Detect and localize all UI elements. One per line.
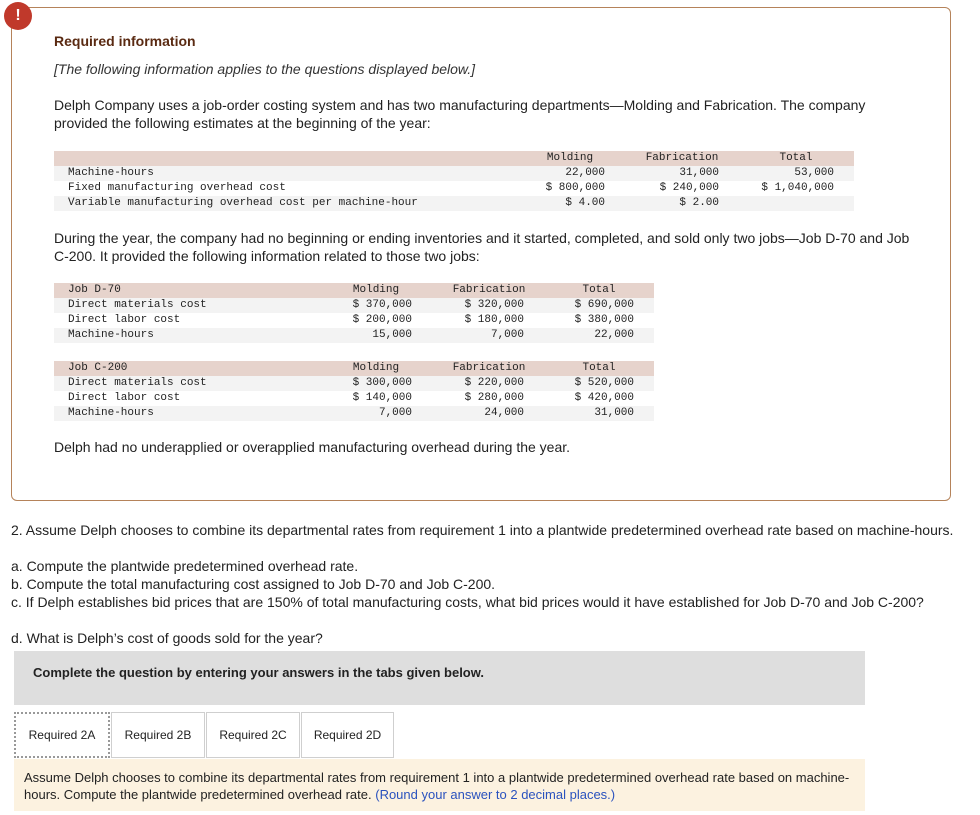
job-d70-cell: $ 180,000: [464, 314, 524, 326]
job-c200-row-label: Machine-hours: [68, 407, 154, 419]
job-c200-header-molding: Molding: [352, 362, 400, 374]
job-d70-cell: $ 370,000: [352, 299, 412, 311]
job-c200-cell: 31,000: [594, 407, 634, 419]
estimates-row-label: Fixed manufacturing overhead cost: [68, 182, 286, 194]
estimates-cell: 22,000: [565, 167, 605, 179]
estimates-row-label: Machine-hours: [68, 167, 154, 179]
question-d: d. What is Delph’s cost of goods sold for the year?: [11, 630, 323, 646]
job-d70-table: [54, 283, 654, 343]
job-c200-header-total: Total: [582, 362, 616, 374]
rounding-hint: (Round your answer to 2 decimal places.): [375, 787, 616, 802]
estimates-row-label: Variable manufacturing overhead cost per machine-hour: [68, 197, 418, 209]
job-c200-cell: 24,000: [484, 407, 524, 419]
job-d70-cell: $ 200,000: [352, 314, 412, 326]
job-c200-row-label: Direct materials cost: [68, 377, 207, 389]
job-d70-row-label: Direct materials cost: [68, 299, 207, 311]
job-c200-cell: $ 280,000: [464, 392, 524, 404]
instruction-text: Complete the question by entering your answers in the tabs given below.: [33, 665, 484, 680]
answer-panel: [14, 759, 865, 811]
estimates-cell: $ 800,000: [545, 182, 605, 194]
estimates-header-total: Total: [779, 152, 813, 164]
job-c200-header-fabrication: Fabrication: [452, 362, 526, 374]
question-a: a. Compute the plantwide predetermined overhead rate.: [11, 558, 359, 574]
estimates-header-molding: Molding: [546, 152, 594, 164]
answer-instructions: [24, 769, 854, 803]
question-c: c. If Delph establishes bid prices that are 150% of total manufacturing costs, what bid prices would it have established for Job D-70 and Job C-200?: [11, 594, 924, 610]
job-d70-row-label: Direct labor cost: [68, 314, 181, 326]
instruction-banner: [14, 651, 865, 705]
job-c200-table: [54, 361, 654, 421]
job-d70-title: Job D-70: [68, 284, 121, 296]
estimates-table: [54, 151, 854, 211]
estimates-cell: $ 4.00: [565, 197, 605, 209]
estimates-cell: 31,000: [679, 167, 719, 179]
job-c200-title: Job C-200: [68, 362, 128, 374]
job-d70-cell: 22,000: [594, 329, 634, 341]
tab-required-2b[interactable]: Required 2B: [111, 712, 205, 758]
job-d70-header-fabrication: Fabrication: [452, 284, 526, 296]
alert-icon: !: [4, 2, 32, 30]
job-d70-cell: 15,000: [372, 329, 412, 341]
answer-text: Assume Delph chooses to combine its departmental rates from requirement 1 into a plantwide predetermined overhead rate based on machine-hours. Compute the plantwide predetermined overhead rate.: [24, 770, 850, 802]
job-d70-cell: $ 320,000: [464, 299, 524, 311]
job-c200-cell: $ 220,000: [464, 377, 524, 389]
required-information-title: Required information: [54, 33, 196, 49]
job-d70-cell: 7,000: [490, 329, 524, 341]
estimates-cell: $ 1,040,000: [761, 182, 834, 194]
tab-required-2d[interactable]: Required 2D: [301, 712, 394, 758]
question-b: b. Compute the total manufacturing cost assigned to Job D-70 and Job C-200.: [11, 576, 496, 592]
estimates-header-fabrication: Fabrication: [645, 152, 719, 164]
closing-paragraph: Delph had no underapplied or overapplied manufacturing overhead during the year.: [54, 439, 571, 455]
job-c200-cell: $ 420,000: [574, 392, 634, 404]
estimates-cell: $ 2.00: [679, 197, 719, 209]
estimates-cell: $ 240,000: [659, 182, 719, 194]
tab-required-2c[interactable]: Required 2C: [206, 712, 300, 758]
job-d70-cell: $ 380,000: [574, 314, 634, 326]
job-d70-cell: $ 690,000: [574, 299, 634, 311]
job-c200-cell: 7,000: [378, 407, 412, 419]
job-d70-header-molding: Molding: [352, 284, 400, 296]
job-d70-row-label: Machine-hours: [68, 329, 154, 341]
info-note: [The following information applies to the questions displayed below.]: [54, 61, 476, 77]
during-paragraph: During the year, the company had no beginning or ending inventories and it started, completed, and sold only two jobs—Job D-70 and Job C-200. It provided the following information related to those two jobs:: [54, 230, 910, 264]
job-c200-row-label: Direct labor cost: [68, 392, 181, 404]
intro-paragraph: Delph Company uses a job-order costing system and has two manufacturing departments—Molding and Fabrication. The company provided the following estimates at the beginning of the year:: [54, 97, 866, 131]
question-main: 2. Assume Delph chooses to combine its departmental rates from requirement 1 into a plantwide predetermined overhead rate based on machine-hours.: [11, 522, 954, 538]
estimates-cell: 53,000: [794, 167, 834, 179]
tab-required-2a[interactable]: Required 2A: [14, 712, 110, 758]
job-d70-header-total: Total: [582, 284, 616, 296]
job-c200-cell: $ 520,000: [574, 377, 634, 389]
job-c200-cell: $ 140,000: [352, 392, 412, 404]
job-c200-cell: $ 300,000: [352, 377, 412, 389]
